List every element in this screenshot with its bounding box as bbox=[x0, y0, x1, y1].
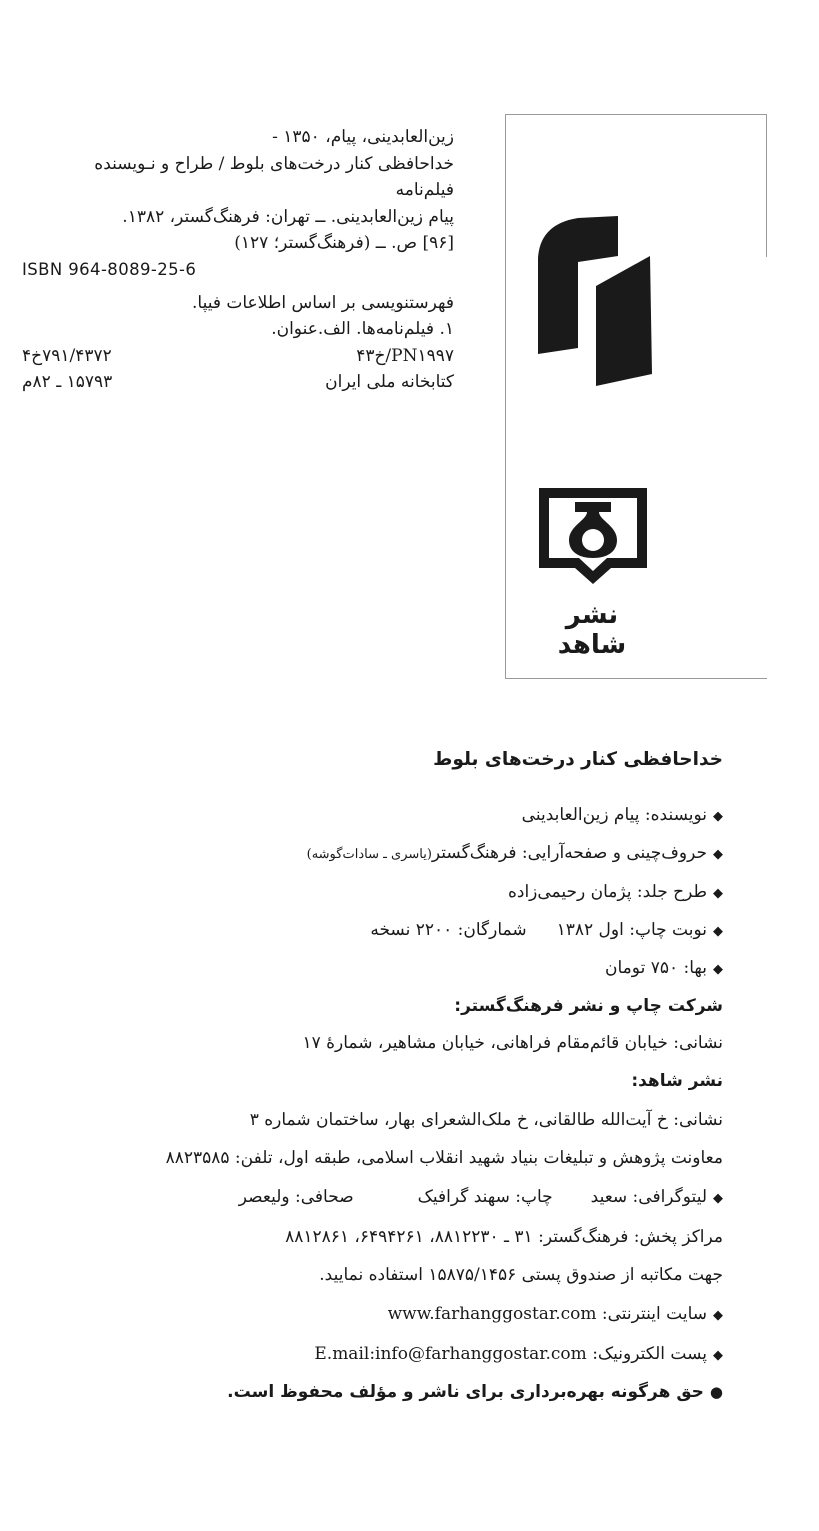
author-row bbox=[522, 805, 723, 825]
publisher2-address2: معاونت پژوهش و تبلیغات بنیاد شهید انقلاب اسلامی، طبقه اول، تلفن: ۸۸۲۳۵۸۵ bbox=[165, 1148, 723, 1168]
email-link[interactable]: E.mail:info@farhanggostar.com bbox=[314, 1344, 587, 1364]
edition-row bbox=[370, 920, 723, 940]
binding: صحافی: ولیعصر bbox=[238, 1187, 354, 1207]
farhanggostar-logo-icon bbox=[538, 216, 658, 386]
cover-design-row bbox=[508, 882, 723, 902]
cip-isbn: ISBN 964-8089-25-6 bbox=[22, 259, 197, 279]
edition: نوبت چاپ: اول ۱۳۸۲ bbox=[556, 920, 707, 940]
price: بها: ۷۵۰ تومان bbox=[605, 958, 707, 978]
bullet-icon: ◆ bbox=[713, 1348, 723, 1363]
typesetting-row bbox=[307, 843, 723, 863]
production-row bbox=[239, 1187, 723, 1207]
price-row bbox=[605, 958, 723, 978]
cip-classification-row bbox=[22, 343, 454, 370]
bullet-dot-icon: ● bbox=[709, 1383, 723, 1401]
cip-subjects: ۱. فیلم‌نامه‌ها. الف.عنوان. bbox=[271, 319, 454, 340]
cip-author-line: زین‌العابدینی، پیام، ۱۳۵۰ - bbox=[272, 127, 454, 147]
bullet-icon: ◆ bbox=[713, 962, 723, 977]
cip-fipa-note: فهرستنویسی بر اساس اطلاعات فیپا. bbox=[191, 292, 454, 313]
cip-title-cont: فیلم‌نامه bbox=[395, 180, 454, 201]
lithography: لیتوگرافی: سعید bbox=[590, 1187, 707, 1207]
rights-notice: حق هرگونه بهره‌برداری برای ناشر و مؤلف محفوظ است. bbox=[227, 1382, 704, 1402]
cover-design: طرح جلد: پژمان رحیمی‌زاده bbox=[507, 882, 707, 902]
postbox: جهت مکاتبه از صندوق پستی ۱۵۸۷۵/۱۴۵۶ استفاده نمایید. bbox=[319, 1265, 723, 1285]
bullet-icon: ◆ bbox=[713, 924, 723, 939]
email-label: پست الکترونیک: bbox=[592, 1344, 707, 1364]
typesetting-names: (یاسری ـ سادات‌گوشه) bbox=[306, 847, 432, 862]
shahed-logotype: نشر شاهد bbox=[557, 600, 627, 660]
rights-row bbox=[227, 1382, 723, 1402]
cip-national-number: ۱۵۷۹۳ ـ ۸۲م bbox=[22, 372, 113, 393]
printing: چاپ: سهند گرافیک bbox=[417, 1187, 553, 1207]
email-row bbox=[314, 1344, 723, 1364]
publisher2-heading: نشر شاهد: bbox=[631, 1071, 723, 1091]
typesetting: حروف‌چینی و صفحه‌آرایی: فرهنگ‌گستر bbox=[431, 843, 707, 863]
cip-library-name: کتابخانه ملی ایران bbox=[325, 372, 454, 393]
publisher1-heading: شرکت چاپ و نشر فرهنگ‌گستر: bbox=[454, 996, 723, 1016]
publisher1-address: نشانی: خیابان قائم‌مقام فراهانی، خیابان مشاهیر، شمارهٔ ۱۷ bbox=[302, 1033, 723, 1053]
website-link[interactable]: www.farhanggostar.com bbox=[387, 1304, 597, 1324]
bullet-icon: ◆ bbox=[713, 1308, 723, 1323]
bullet-icon: ◆ bbox=[713, 1191, 723, 1206]
cip-dewey: ۷۹۱/۴۳۷۲خ۴ bbox=[22, 345, 112, 366]
cip-collation: [۹۶] ص. ــ (فرهنگ‌گستر؛ ۱۲۷) bbox=[234, 233, 454, 254]
logo-panel bbox=[505, 114, 767, 679]
cip-library-row bbox=[22, 369, 454, 396]
shahed-logo-icon bbox=[537, 486, 649, 588]
author: نویسنده: پیام زین‌العابدینی bbox=[521, 805, 707, 825]
cataloging-in-publication bbox=[22, 124, 454, 396]
book-title: خداحافظی کنار درخت‌های بلوط bbox=[433, 749, 723, 770]
cip-imprint: پیام زین‌العابدینی. ــ تهران: فرهنگ‌گستر، ۱۳۸۲. bbox=[122, 206, 454, 227]
distribution: مراکز پخش: فرهنگ‌گستر: ۳۱ ـ ۸۸۱۲۲۳۰، ۶۴۹۴۲۶۱، ۸۸۱۲۸۶۱ bbox=[285, 1227, 723, 1247]
website-row bbox=[388, 1304, 723, 1324]
website-label: سایت اینترنتی: bbox=[601, 1304, 707, 1324]
print-run: شمارگان: ۲۲۰۰ نسخه bbox=[370, 920, 527, 940]
bullet-icon: ◆ bbox=[713, 886, 723, 901]
cip-lc-class: PN۱۹۹۷/خ۴۳ bbox=[356, 345, 454, 366]
cip-title-line: خداحافظی کنار درخت‌های بلوط / طراح و نـویسنده bbox=[94, 153, 454, 174]
bullet-icon: ◆ bbox=[713, 847, 723, 862]
publisher2-address1: نشانی: خ آیت‌الله طالقانی، خ ملک‌الشعرای بهار، ساختمان شماره ۳ bbox=[249, 1110, 723, 1130]
bullet-icon: ◆ bbox=[713, 809, 723, 824]
